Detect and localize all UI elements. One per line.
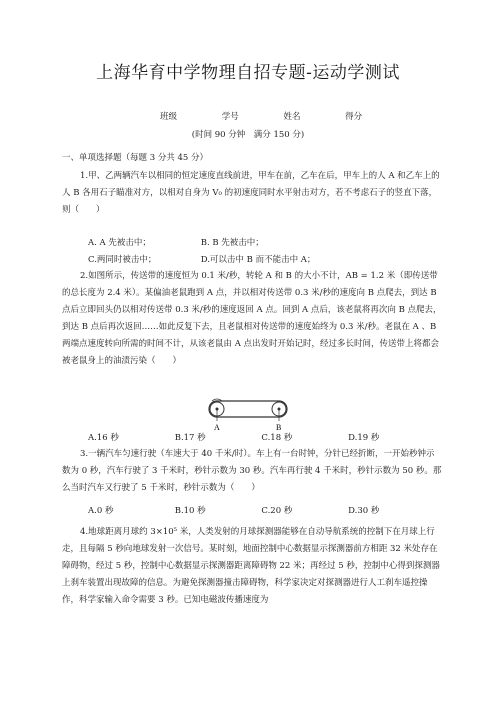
score-label: 得分 <box>345 112 363 122</box>
q2-option-c: C.18 秒 <box>261 433 293 443</box>
name-label: 姓名 <box>283 112 301 122</box>
document-title: 上海华育中学物理自招专题-运动学测试 <box>96 63 400 83</box>
question-2-options <box>88 431 379 443</box>
question-1-options-row2 <box>88 253 315 265</box>
q1-option-c: C.两同时被击中； <box>88 255 157 265</box>
q3-option-a: A.0 秒 <box>88 506 114 516</box>
q2-option-d: D.19 秒 <box>348 433 380 443</box>
q1-option-b: B. B 先被击中； <box>200 238 264 248</box>
conveyor-belt-diagram <box>203 397 295 433</box>
q1-option-d: D.可以击中 B 而不能击中 A； <box>200 255 316 265</box>
question-3-text: 3.一辆汽车匀速行驶（车速大于 40 千米/时）。车上有一台时钟，分针已经折断，一开始秒钟示数为 0 秒，汽车行驶了 3 千米时，秒针示数为 30 秒。汽车再行驶 4 千米时，秒针示数为 50 秒。那么当时汽车又行驶了 5 千米时，秒针示数为（ ） <box>62 449 442 493</box>
time-and-score: (时间 90 分钟 满分 150 分) <box>191 130 305 140</box>
label-a: A <box>214 423 220 432</box>
q2-option-b: B.17 秒 <box>174 433 206 443</box>
question-1-text: 1.甲、乙两辆汽车以相同的恒定速度直线前进，甲车在前，乙车在后，甲车上的人 A 和乙车上的人 B 各用石子瞄准对方，以相对自身为 V₀ 的初速度同时水平射击对方，若不考虑石子的竖直下落，则（ ） <box>62 171 440 215</box>
question-4-text: 4.地球距离月球约 3×10⁵ 米，人类发射的月球探测器能够在自动导航系统的控制下在月球上行走，且每隔 5 秒向地球发射一次信号。某时刻，地面控制中心数据显示探测器前方相距 32 米处存在障碍物，经过 5 秒，控制中心数据显示探测器距离障碍物 22 米；再经过 5 秒，控制中心得到探测器上刹车装置出现故障的信息。为避免探测器撞击障碍物，科学家决定对探测器进行人工刹车遥控操作，科学家输入命令需要 3 秒。已知电磁波传播速度为 <box>62 527 440 605</box>
q3-option-d: D.30 秒 <box>348 506 380 516</box>
question-2-text: 2.如图所示，传送带的速度恒为 0.1 米/秒，转轮 A 和 B 的大小不计，AB = 1.2 米（即传送带的总长度为 2.4 米）。某偏油老鼠跑到 A 点，并以相对传送带 0.3 米/秒的速度向 B 点爬去，到达 B 点后立即回头仍以相对传送带 0.3 米/秒的速度返回 A 点。回到 A 点后，该老鼠将再次向 B 点爬去，到达 B 点后再次返回……如此反复下去，且老鼠相对传送带的速度始终为 0.3 米/秒。老鼠在 A 、B 两端点速度转向所需的时间不计，从该老鼠由 A 点出发时开始记时，经过多长时间，传送带上将都会被老鼠身上的油渍污染（ ） <box>62 271 442 366</box>
q3-option-b: B.10 秒 <box>174 506 206 516</box>
student-info-row <box>160 110 382 122</box>
question-1-options-row1 <box>88 236 264 248</box>
class-label: 班级 <box>160 112 178 122</box>
question-3-options <box>88 504 379 516</box>
q2-option-a: A.16 秒 <box>88 433 119 443</box>
label-b: B <box>276 423 282 432</box>
q3-option-c: C.20 秒 <box>261 506 293 516</box>
section-heading: 一、单项选择题（每题 3 分共 45 分） <box>62 153 209 163</box>
student-id-label: 学号 <box>221 112 239 122</box>
q1-option-a: A. A 先被击中； <box>88 238 151 248</box>
